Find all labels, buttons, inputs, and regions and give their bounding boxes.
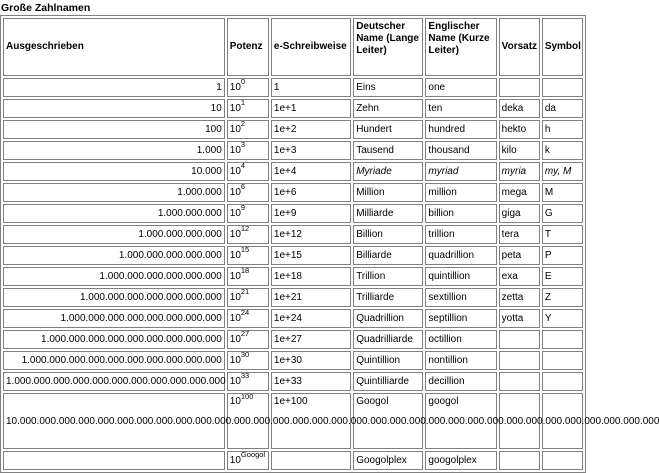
cell-vorsatz: yotta bbox=[499, 309, 540, 328]
cell-deutscher-name: Hundert bbox=[353, 120, 423, 139]
cell-vorsatz bbox=[499, 330, 540, 349]
cell-potenz bbox=[227, 99, 269, 118]
cell-ausgeschrieben: 1.000.000.000.000.000.000.000.000 bbox=[3, 309, 225, 328]
table-row bbox=[3, 141, 583, 160]
potenz-exponent: 3 bbox=[240, 140, 246, 150]
potenz-base: 10 bbox=[229, 375, 241, 387]
potenz-exponent: 4 bbox=[240, 161, 246, 171]
cell-englischer-name: one bbox=[425, 78, 496, 97]
cell-deutscher-name: Quadrillion bbox=[353, 309, 423, 328]
cell-e-schreibweise: 1e+30 bbox=[271, 351, 351, 370]
cell-e-schreibweise: 1e+15 bbox=[271, 246, 351, 265]
cell-englischer-name: hundred bbox=[425, 120, 496, 139]
cell-potenz bbox=[227, 162, 269, 181]
cell-ausgeschrieben: 1.000.000.000.000.000.000.000.000.000.000 bbox=[3, 351, 225, 370]
cell-deutscher-name: Quintillion bbox=[353, 351, 423, 370]
cell-vorsatz: myria bbox=[499, 162, 540, 181]
table-row bbox=[3, 393, 583, 449]
cell-deutscher-name: Zehn bbox=[353, 99, 423, 118]
cell-symbol: M bbox=[542, 183, 583, 202]
cell-e-schreibweise: 1 bbox=[271, 78, 351, 97]
potenz-exponent: 21 bbox=[240, 287, 250, 297]
cell-vorsatz bbox=[499, 351, 540, 370]
cell-englischer-name: septillion bbox=[425, 309, 496, 328]
table-row bbox=[3, 451, 583, 470]
table-row bbox=[3, 204, 583, 223]
header-ausgeschrieben: Ausgeschrieben bbox=[3, 18, 225, 76]
cell-ausgeschrieben: 1.000.000.000.000.000.000.000 bbox=[3, 288, 225, 307]
potenz-exponent: 6 bbox=[240, 182, 246, 192]
cell-symbol: h bbox=[542, 120, 583, 139]
cell-ausgeschrieben: 10 bbox=[3, 99, 225, 118]
table-row bbox=[3, 246, 583, 265]
cell-englischer-name: googolplex bbox=[425, 451, 496, 470]
cell-ausgeschrieben: 10.000 bbox=[3, 162, 225, 181]
potenz-exponent: 18 bbox=[240, 266, 250, 276]
cell-englischer-name: decillion bbox=[425, 372, 496, 391]
cell-potenz bbox=[227, 330, 269, 349]
cell-e-schreibweise: 1e+100 bbox=[271, 393, 351, 449]
cell-potenz bbox=[227, 372, 269, 391]
cell-symbol bbox=[542, 372, 583, 391]
cell-symbol: k bbox=[542, 141, 583, 160]
cell-deutscher-name: Myriade bbox=[353, 162, 423, 181]
cell-vorsatz: zetta bbox=[499, 288, 540, 307]
cell-ausgeschrieben: 1.000.000.000.000 bbox=[3, 225, 225, 244]
cell-symbol: my, M bbox=[542, 162, 583, 181]
cell-ausgeschrieben: 1.000.000.000.000.000 bbox=[3, 246, 225, 265]
potenz-exponent: 30 bbox=[240, 350, 250, 360]
cell-ausgeschrieben: 10.000.000.000.000.000.000.000.000.000.000.000.000.000.000.000.000.000.000.000.000.000.000.000.000.000.000.000.000.000.000.000.000.000 bbox=[3, 393, 225, 449]
header-row bbox=[3, 18, 583, 76]
cell-deutscher-name: Eins bbox=[353, 78, 423, 97]
cell-potenz bbox=[227, 246, 269, 265]
cell-e-schreibweise: 1e+21 bbox=[271, 288, 351, 307]
cell-vorsatz: kilo bbox=[499, 141, 540, 160]
table-body bbox=[3, 77, 659, 470]
cell-vorsatz: exa bbox=[499, 267, 540, 286]
cell-englischer-name: million bbox=[425, 183, 496, 202]
cell-englischer-name: nontillion bbox=[425, 351, 496, 370]
cell-englischer-name: quadrillion bbox=[425, 246, 496, 265]
header-englischer-name: Englischer Name (Kurze Leiter) bbox=[425, 18, 496, 76]
cell-e-schreibweise: 1e+18 bbox=[271, 267, 351, 286]
cell-e-schreibweise: 1e+4 bbox=[271, 162, 351, 181]
potenz-base: 10 bbox=[229, 228, 241, 240]
potenz-base: 10 bbox=[229, 186, 241, 198]
cell-ausgeschrieben: 1.000.000.000.000.000.000 bbox=[3, 267, 225, 286]
table-row bbox=[3, 120, 583, 139]
cell-englischer-name: googol bbox=[425, 393, 496, 449]
table-row bbox=[3, 351, 583, 370]
cell-deutscher-name: Trillion bbox=[353, 267, 423, 286]
cell-potenz bbox=[227, 78, 269, 97]
cell-e-schreibweise: 1e+27 bbox=[271, 330, 351, 349]
cell-vorsatz: deka bbox=[499, 99, 540, 118]
table-row bbox=[3, 267, 583, 286]
cell-ausgeschrieben: 1 bbox=[3, 78, 225, 97]
cell-deutscher-name: Million bbox=[353, 183, 423, 202]
header-vorsatz: Vorsatz bbox=[499, 18, 540, 76]
cell-e-schreibweise: 1e+9 bbox=[271, 204, 351, 223]
header-symbol: Symbol bbox=[542, 18, 583, 76]
potenz-base: 10 bbox=[229, 312, 241, 324]
potenz-base: 10 bbox=[229, 333, 241, 345]
cell-e-schreibweise: 1e+12 bbox=[271, 225, 351, 244]
header-deutscher-name: Deutscher Name (Lange Leiter) bbox=[353, 18, 423, 76]
potenz-exponent: Googol bbox=[240, 450, 266, 460]
cell-potenz bbox=[227, 288, 269, 307]
table-row bbox=[3, 183, 583, 202]
cell-ausgeschrieben: 100 bbox=[3, 120, 225, 139]
cell-potenz bbox=[227, 351, 269, 370]
cell-deutscher-name: Tausend bbox=[353, 141, 423, 160]
cell-e-schreibweise bbox=[271, 451, 351, 470]
table-row bbox=[3, 78, 583, 97]
potenz-base: 10 bbox=[229, 454, 241, 466]
cell-vorsatz bbox=[499, 78, 540, 97]
cell-ausgeschrieben bbox=[3, 451, 225, 470]
cell-symbol: Z bbox=[542, 288, 583, 307]
cell-ausgeschrieben: 1.000.000 bbox=[3, 183, 225, 202]
cell-potenz bbox=[227, 225, 269, 244]
cell-vorsatz: giga bbox=[499, 204, 540, 223]
cell-ausgeschrieben: 1.000.000.000 bbox=[3, 204, 225, 223]
potenz-base: 10 bbox=[229, 270, 241, 282]
potenz-base: 10 bbox=[229, 123, 241, 135]
potenz-base: 10 bbox=[229, 396, 241, 407]
cell-vorsatz: mega bbox=[499, 183, 540, 202]
potenz-base: 10 bbox=[229, 165, 241, 177]
cell-englischer-name: quintillion bbox=[425, 267, 496, 286]
cell-symbol bbox=[542, 78, 583, 97]
cell-vorsatz bbox=[499, 372, 540, 391]
cell-e-schreibweise: 1e+2 bbox=[271, 120, 351, 139]
cell-potenz bbox=[227, 451, 269, 470]
cell-symbol: da bbox=[542, 99, 583, 118]
cell-ausgeschrieben: 1.000.000.000.000.000.000.000.000.000 bbox=[3, 330, 225, 349]
cell-deutscher-name: Billion bbox=[353, 225, 423, 244]
table-caption: Große Zahlnamen bbox=[1, 2, 91, 14]
table-row bbox=[3, 99, 583, 118]
potenz-exponent: 15 bbox=[240, 245, 250, 255]
potenz-base: 10 bbox=[229, 144, 241, 156]
header-e-schreibweise: e-Schreibweise bbox=[271, 18, 351, 76]
potenz-exponent: 12 bbox=[240, 224, 250, 234]
potenz-exponent: 24 bbox=[240, 308, 250, 318]
cell-potenz bbox=[227, 204, 269, 223]
potenz-base: 10 bbox=[229, 207, 241, 219]
potenz-base: 10 bbox=[229, 354, 241, 366]
cell-ausgeschrieben: 1.000.000.000.000.000.000.000.000.000.000.000 bbox=[3, 372, 225, 391]
table-row bbox=[3, 162, 583, 181]
cell-ausgeschrieben: 1.000 bbox=[3, 141, 225, 160]
cell-symbol: G bbox=[542, 204, 583, 223]
cell-englischer-name: sextillion bbox=[425, 288, 496, 307]
cell-deutscher-name: Milliarde bbox=[353, 204, 423, 223]
cell-potenz bbox=[227, 120, 269, 139]
header-potenz: Potenz bbox=[227, 18, 269, 76]
potenz-exponent: 0 bbox=[240, 77, 246, 87]
potenz-exponent: 33 bbox=[240, 371, 250, 381]
cell-e-schreibweise: 1e+6 bbox=[271, 183, 351, 202]
potenz-exponent: 27 bbox=[240, 329, 250, 339]
potenz-base: 10 bbox=[229, 291, 241, 303]
cell-englischer-name: ten bbox=[425, 99, 496, 118]
cell-e-schreibweise: 1e+1 bbox=[271, 99, 351, 118]
cell-vorsatz: tera bbox=[499, 225, 540, 244]
cell-symbol bbox=[542, 330, 583, 349]
cell-symbol: E bbox=[542, 267, 583, 286]
cell-e-schreibweise: 1e+3 bbox=[271, 141, 351, 160]
cell-vorsatz: peta bbox=[499, 246, 540, 265]
cell-deutscher-name: Quadrilliarde bbox=[353, 330, 423, 349]
cell-e-schreibweise: 1e+24 bbox=[271, 309, 351, 328]
cell-deutscher-name: Googolplex bbox=[353, 451, 423, 470]
cell-englischer-name: billion bbox=[425, 204, 496, 223]
cell-symbol bbox=[542, 351, 583, 370]
table-row bbox=[3, 288, 583, 307]
table-row bbox=[3, 330, 583, 349]
cell-englischer-name: myriad bbox=[425, 162, 496, 181]
potenz-exponent: 2 bbox=[240, 119, 246, 129]
cell-symbol: Y bbox=[542, 309, 583, 328]
cell-deutscher-name: Trilliarde bbox=[353, 288, 423, 307]
cell-deutscher-name: Quintilliarde bbox=[353, 372, 423, 391]
cell-deutscher-name: Googol bbox=[353, 393, 423, 449]
potenz-base: 10 bbox=[229, 81, 241, 93]
table-row bbox=[3, 309, 583, 328]
cell-vorsatz: hekto bbox=[499, 120, 540, 139]
table-row bbox=[3, 372, 583, 391]
cell-potenz bbox=[227, 267, 269, 286]
potenz-base: 10 bbox=[229, 249, 241, 261]
cell-englischer-name: trillion bbox=[425, 225, 496, 244]
potenz-exponent: 100 bbox=[240, 391, 254, 401]
cell-potenz bbox=[227, 141, 269, 160]
potenz-exponent: 9 bbox=[240, 203, 246, 213]
table-row bbox=[3, 225, 583, 244]
cell-symbol bbox=[542, 451, 583, 470]
potenz-base: 10 bbox=[229, 102, 241, 114]
cell-symbol: T bbox=[542, 225, 583, 244]
large-number-names-table bbox=[0, 15, 659, 473]
cell-deutscher-name: Billiarde bbox=[353, 246, 423, 265]
cell-potenz bbox=[227, 183, 269, 202]
cell-e-schreibweise: 1e+33 bbox=[271, 372, 351, 391]
potenz-exponent: 1 bbox=[240, 98, 246, 108]
cell-englischer-name: octillion bbox=[425, 330, 496, 349]
cell-vorsatz bbox=[499, 451, 540, 470]
cell-englischer-name: thousand bbox=[425, 141, 496, 160]
cell-potenz bbox=[227, 309, 269, 328]
cell-symbol: P bbox=[542, 246, 583, 265]
